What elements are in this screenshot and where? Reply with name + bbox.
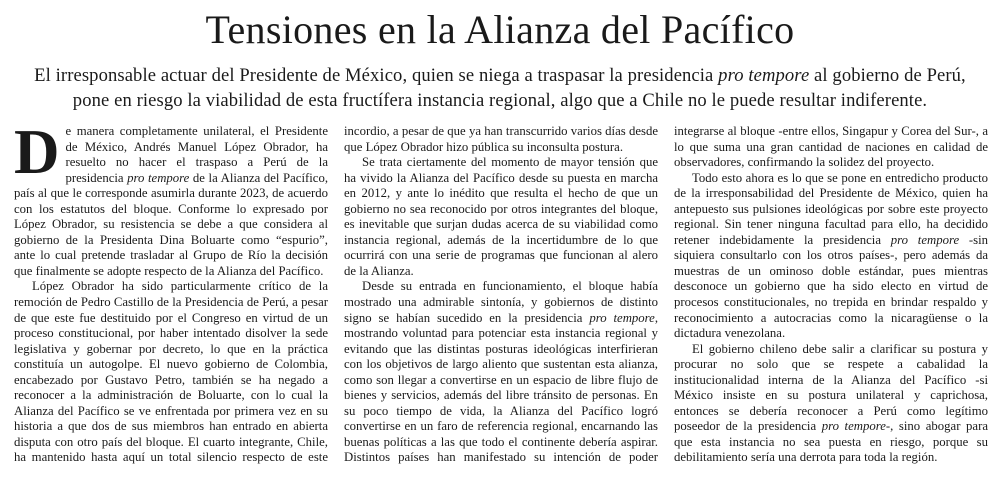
article-body [14, 117, 989, 480]
body-paragraph [674, 342, 988, 466]
body-text: e manera completamente unilateral, el Presidente de México, Andrés Manuel López Obrador, ha resuelto no hacer el traspaso a Perú de la presidencia [65, 124, 328, 185]
body-text: Todo esto ahora es lo que se pone en entredicho producto de la irresponsabilidad del Presidente de México, quien ha antepuesto sus pulsiones ideológicas por sobre este proyecto regional. Sin tener ninguna facultad para ello, ha decidido retener indebidamente la presidencia [674, 170, 988, 247]
body-paragraph [674, 171, 988, 342]
italic-text: pro tempore [890, 232, 960, 247]
drop-cap: D [14, 117, 60, 187]
italic-text: pro tempore [589, 310, 655, 325]
italic-text: pro tempore [127, 170, 190, 185]
deck-text: El irresponsable actuar del Presidente de México, quien se niega a traspasar la presidencia [34, 65, 719, 86]
body-text: de la Alianza del Pacífico, país al que le corresponde asumirla durante 2023, de acuerdo con los estatutos del bloque. Conforme lo expresado por López Obrador, su resistencia se debe a que considera al gobierno de la Presidenta Dina Boluarte como “espurio”, ante lo cual pretende trasladar al Grupo de Río la decisión que finalmente se adopte respecto de la Alianza del Pacífico. [14, 170, 329, 278]
deck-italic: pro tempore [718, 65, 810, 86]
body-text: -, sino abogar para que esta instancia no sea puesta en riesgo, porque su debilitamiento sería una derrota para toda la región. [674, 419, 988, 465]
body-text: El gobierno chileno debe salir a clarificar su postura y procurar no solo que se respete a cabalidad la institucionalidad interna de la Alianza del Pacífico -si México insiste en su postura unilateral y caprichosa, entonces se debería reconocer a Perú como legítimo poseedor de la presidencia [674, 341, 988, 434]
body-text: Desde su entrada en funcionamiento, el bloque había mostrado una admirable sintonía, y gobiernos de distinto signo se habían sucedido en la presidencia [344, 279, 658, 325]
italic-text: pro tempore [821, 419, 886, 434]
headline: Tensiones en la Alianza del Pacífico [205, 7, 795, 52]
deck-text-end: al gobierno de Perú, pone en riesgo la viabilidad de esta fructífera instancia regional, algo que a Chile no le puede resultar indiferente. [72, 65, 966, 111]
body-text: López Obrador ha sido particularmente crítico de la remoción de Pedro Castillo de la Presidencia de Perú, a pesar de que este fue destituido por el Congreso en virtud de un proceso constitucional, por haber intentado disolver la sede legislativa y gobernar por decreto, lo que en la práctica constituía un autogolpe. El nuevo gobierno de Colombia, encabezado por Gustavo Petro, también se ha negado a reconocer a la administración de Boluarte, con lo cual la Alianza del Pacífico se ve enfrentada por primera vez en su historia a que dos de sus miembros han entrado en abierta disputa con otro país del bloque. El cuarto integrante, Chile, ha mantenido hasta aquí un total silencio respecto de este incordio, a pesar de que ya han transcurrido varios días desde que López Obrador hizo pública su inconsulta postura. [14, 124, 658, 465]
body-paragraph [344, 155, 658, 279]
deck [14, 63, 986, 113]
body-text: Se trata ciertamente del momento de mayor tensión que ha vivido la Alianza del Pacífico desde su puesta en marcha en 2012, y ante lo inédito que resulta el hecho de que un gobierno no sea reconocido por otros integrantes del bloque, es inevitable que surjan dudas acerca de su viabilidad como instancia regional, además de la incertidumbre de lo que ocurrirá con una serie de programas que funcionan al alero de la Alianza. [344, 155, 658, 278]
body-text: , mostrando voluntad para potenciar esta instancia regional y evitando que las distintas posturas ideológicas interfirieran con los objetivos de largo aliento que sustentan esta alianza, como son llegar a convertirse en un espacio de libre flujo de bienes y servicios, además del libre tránsito de personas. En su poco tiempo de vida, la Alianza del Pacífico logró convertirse en un faro de referencia regional, encarnando las buenas políticas a las que todo el continente debería aspirar. Distintos países han manifestado su intención de poder integrarse al bloque -entre ellos, Singapur y Corea del Sur-, a lo que suma una gran cantidad de naciones en calidad de observadores, confirmando la solidez del proyecto. [344, 124, 988, 465]
body-paragraph [14, 117, 329, 279]
body-text: -sin siquiera consultarlo con los otros países-, pero además da muestras de un ominoso doble estándar, pues mientras desconoce un gobierno que ha sido electo en virtud de procesos constitucionales, no trepida en brindar respaldo y reconocimiento a autocracias como la nicaragüense o la dictadura venezolana. [674, 232, 989, 341]
